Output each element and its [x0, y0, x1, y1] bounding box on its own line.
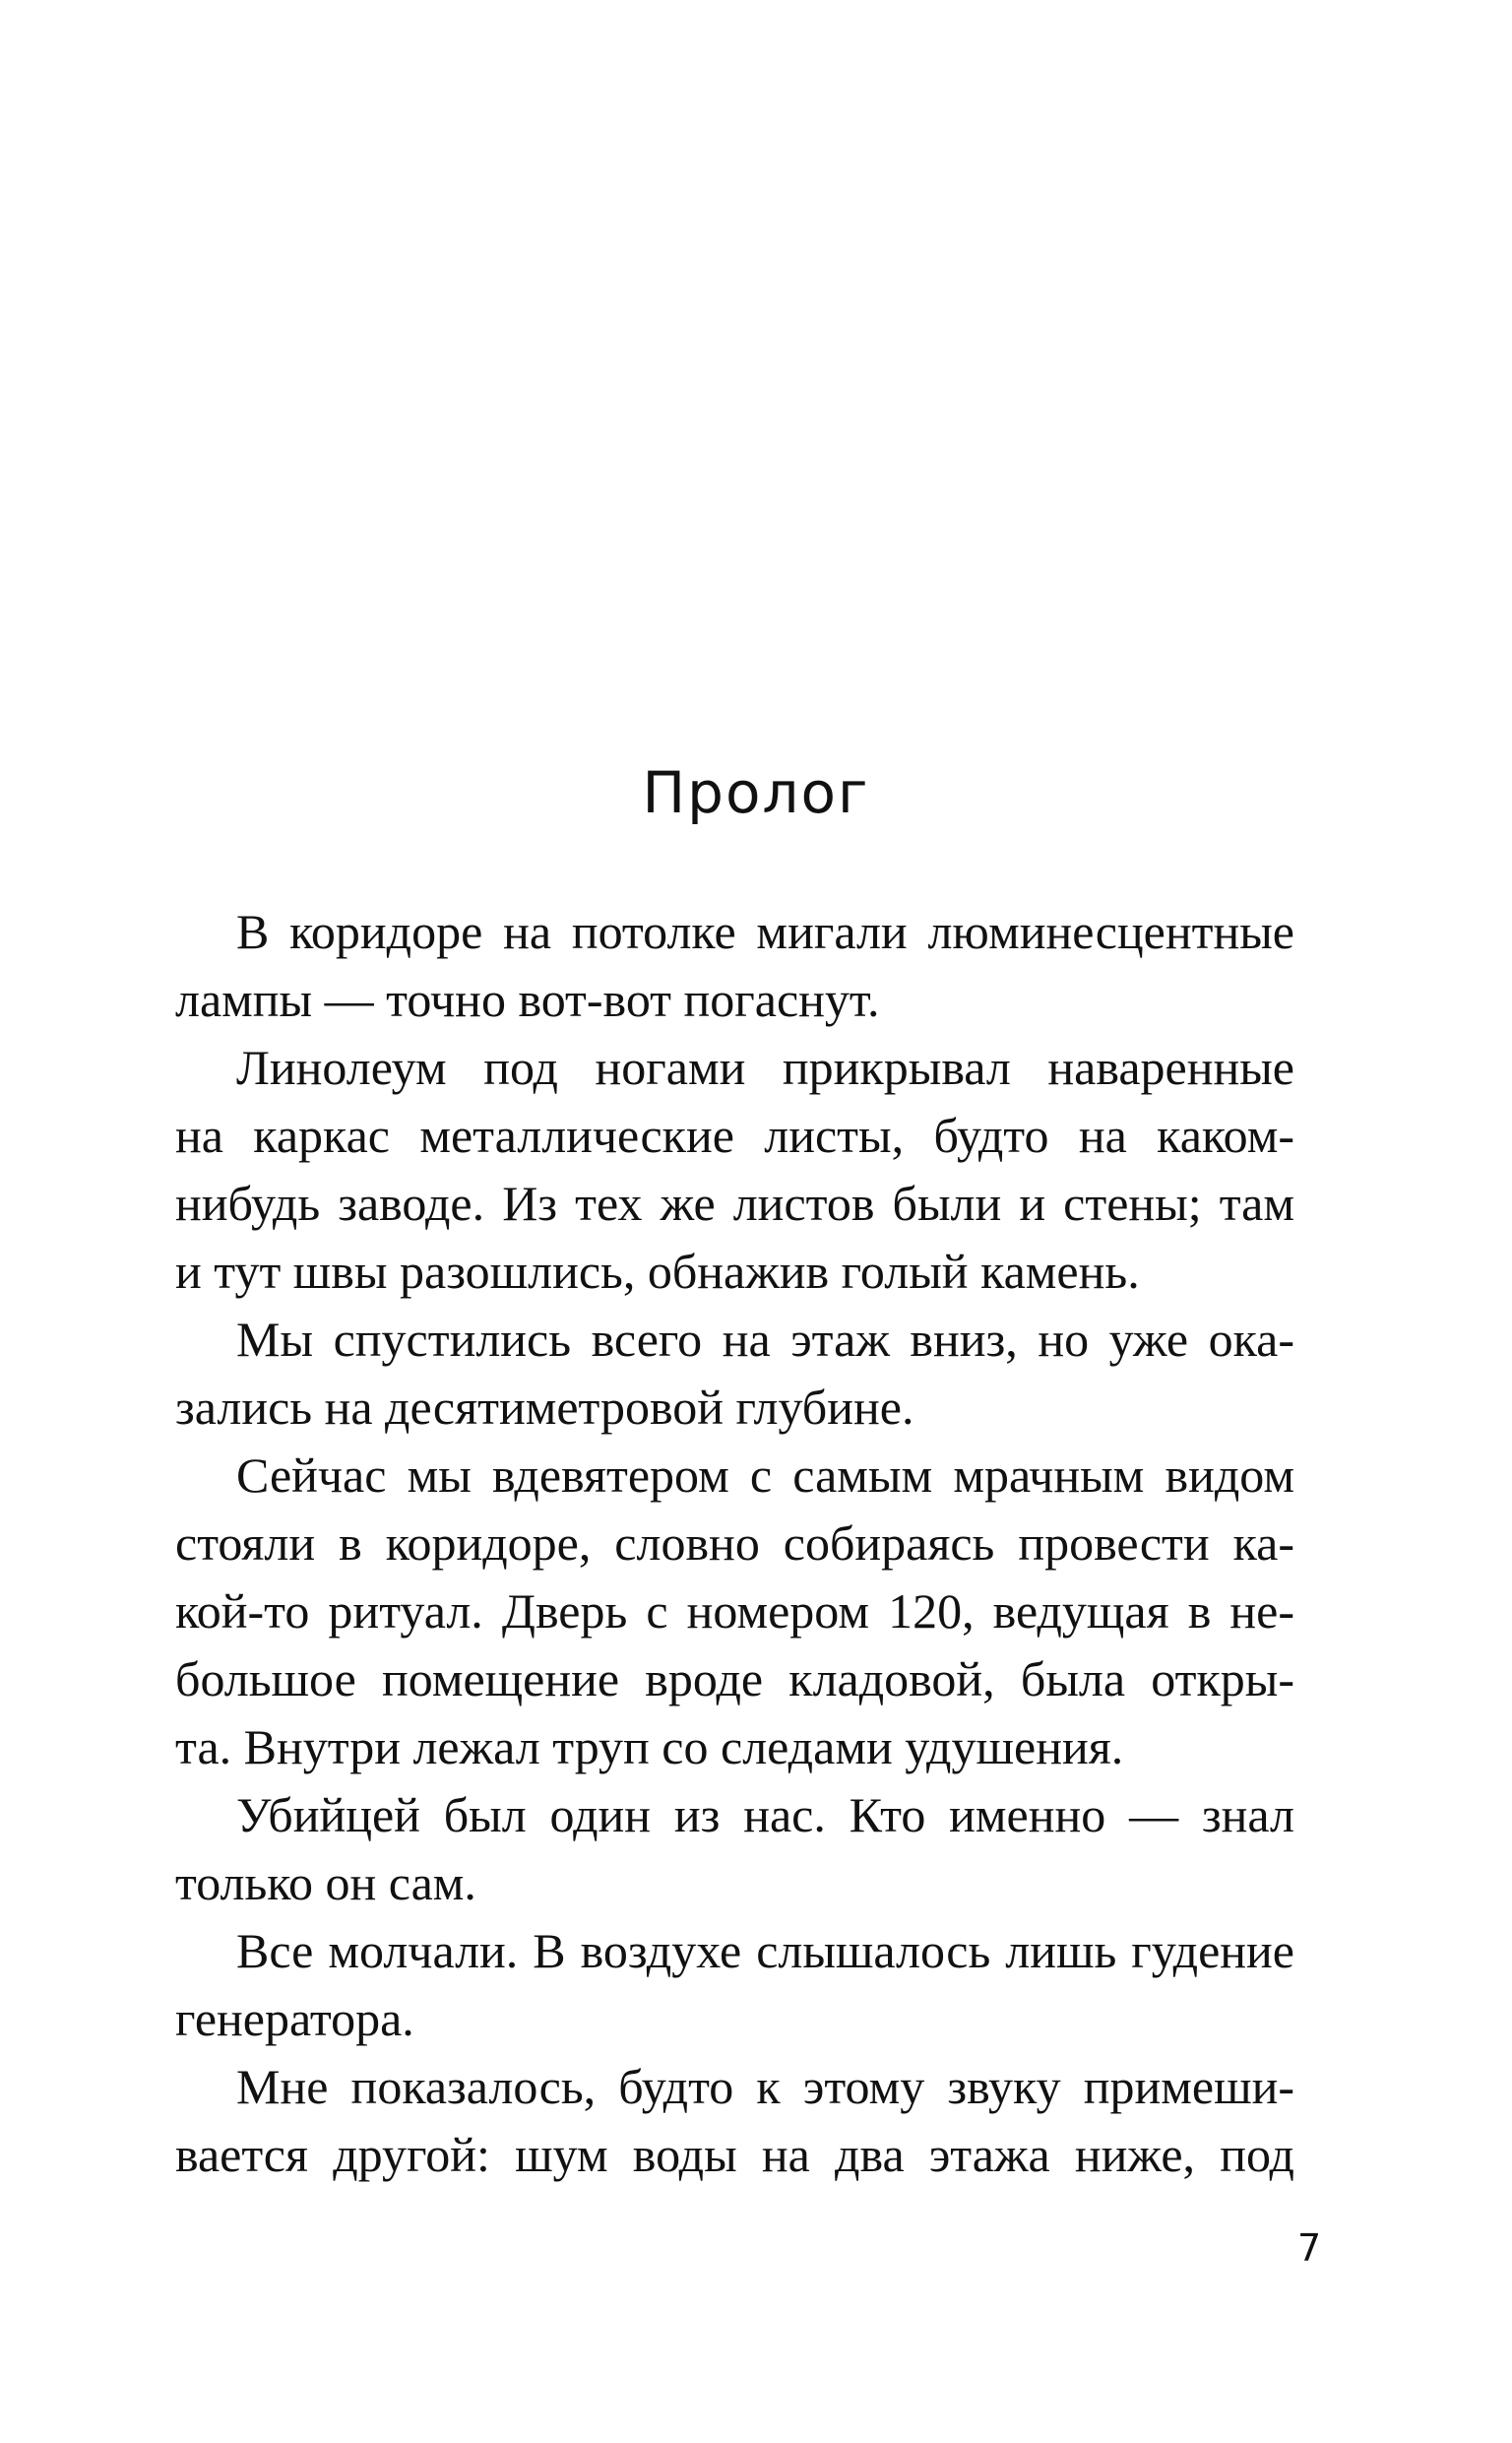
body-text	[175, 898, 1294, 2189]
text-line: кой-то ритуал. Дверь с номером 120, ведущая в не-	[175, 1583, 1294, 1639]
text-line: Сейчас мы вдевятером с самым мрачным видом	[236, 1447, 1294, 1503]
text-line: зались на десятиметровой глубине.	[175, 1380, 914, 1435]
text-line: стояли в коридоре, словно собираясь провести ка-	[175, 1515, 1294, 1571]
text-line: только он сам.	[175, 1855, 476, 1910]
text-line: В коридоре на потолке мигали люминесцентные	[236, 904, 1294, 959]
text-line: лампы — точно вот-вот погаснут.	[175, 972, 880, 1027]
text-line: Линолеум под ногами прикрывал наваренные	[236, 1040, 1294, 1095]
page-number: 7	[1297, 2226, 1322, 2270]
text-line: и тут швы разошлись, обнажив голый камень.	[175, 1244, 1140, 1299]
text-line: Убийцей был один из нас. Кто именно — знал	[236, 1787, 1294, 1842]
text-line: большое помещение вроде кладовой, была откры-	[175, 1651, 1294, 1706]
text-line: та. Внутри лежал труп со следами удушения.	[175, 1719, 1124, 1774]
text-line: Все молчали. В воздухе слышалось лишь гудение	[236, 1923, 1294, 1978]
text-line: Мы спустились всего на этаж вниз, но уже ока-	[236, 1312, 1294, 1367]
chapter-title: Пролог	[642, 759, 870, 826]
text-line: на каркас металлические листы, будто на каком-	[175, 1108, 1294, 1163]
text-line: Мне показалось, будто к этому звуку примеши-	[236, 2059, 1294, 2114]
text-line: генератора.	[175, 1991, 414, 2046]
text-line: вается другой: шум воды на два этажа ниже, под	[175, 2127, 1294, 2182]
text-line: нибудь заводе. Из тех же листов были и стены; там	[175, 1176, 1294, 1231]
